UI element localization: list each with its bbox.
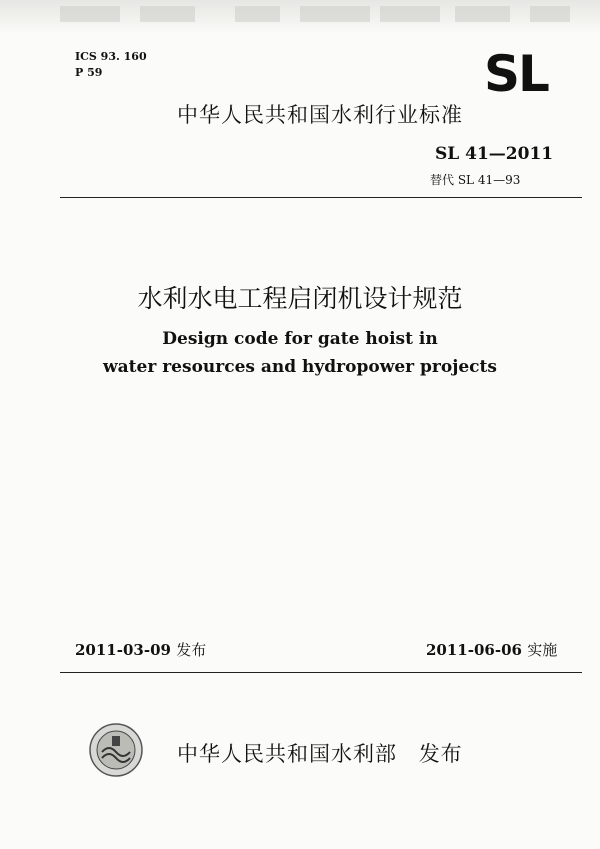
issue-date [75,640,206,660]
title-english-line2: water resources and hydropower projects [103,357,497,377]
scan-top-band [0,0,600,34]
header-divider [60,197,582,198]
implement-date-value: 2011-06-06 [426,641,522,659]
ics-code: ICS 93. 160 [75,50,147,63]
issue-date-value: 2011-03-09 [75,641,171,659]
footer-divider [60,672,582,673]
replaces-note: 替代 SL 41—93 [430,173,521,187]
publisher [177,740,463,768]
standard-number: SL 41—2011 [435,144,554,164]
title-chinese: 水利水电工程启闭机设计规范 [137,284,463,313]
classification-code: P 59 [75,66,103,79]
implement-date [426,640,557,660]
title-english-line1: Design code for gate hoist in [162,329,438,349]
publisher-name: 中华人民共和国水利部 [177,742,397,766]
implement-date-label: 实施 [527,641,558,659]
industry-standard-heading: 中华人民共和国水利行业标准 [177,103,463,127]
issue-date-label: 发布 [176,641,207,659]
ministry-seal-icon [88,722,144,778]
publisher-label: 发布 [418,742,463,766]
sl-logo: SL [484,45,548,103]
